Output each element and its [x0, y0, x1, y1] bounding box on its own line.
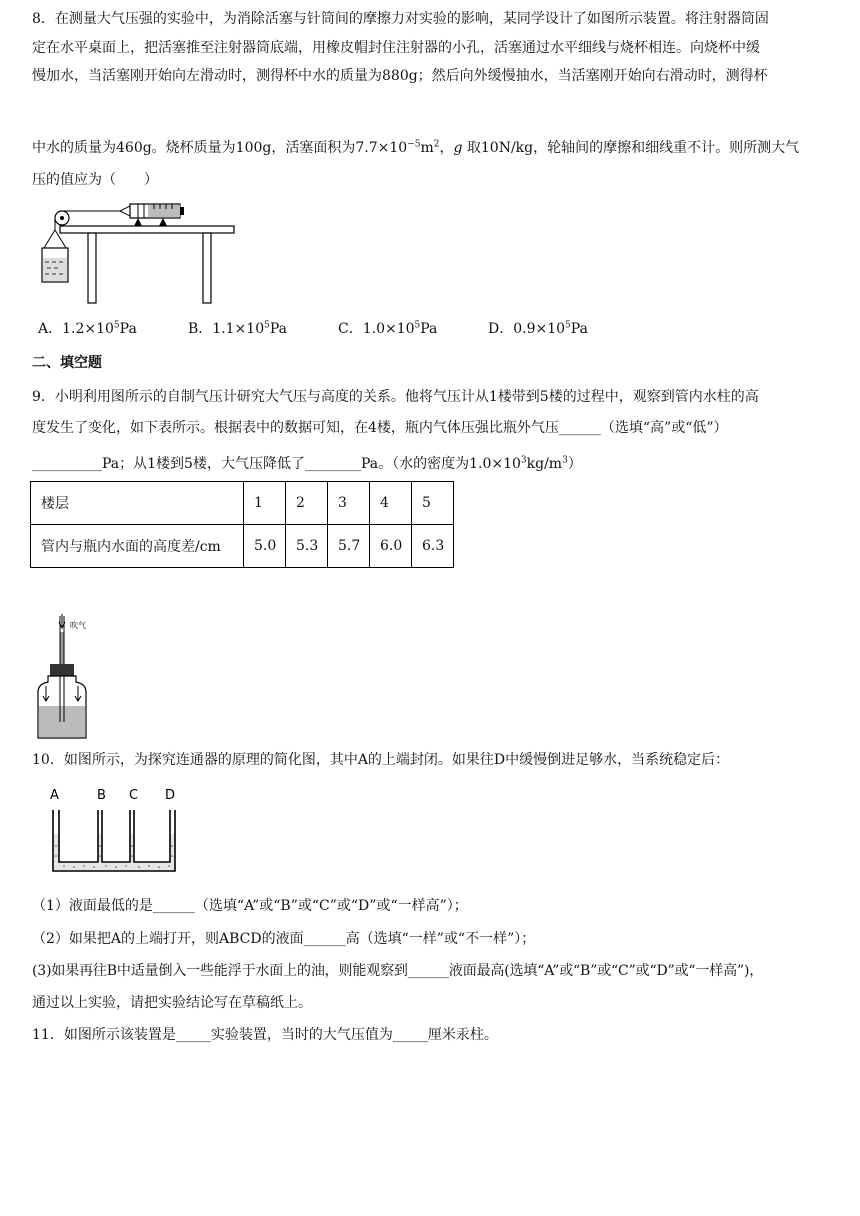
q10-sub-1: （1）液面最低的是______（选填“A”或“B”或“C”或“D”或“一样高”）；: [32, 898, 468, 914]
q8-comma: ，: [439, 140, 454, 156]
q9-data-table: [30, 481, 454, 568]
table-cell-floor-1: 1: [244, 482, 286, 525]
table-cell-height-3: 5.7: [328, 525, 370, 568]
q10-line-1: 10．如图所示，为探究连通器的原理的简化图，其中A的上端封闭。如果往D中缓慢倒进足够水，当系统稳定后：: [32, 752, 730, 768]
q9-line-2: 度发生了变化，如下表所示。根据表中的数据可知，在4楼，瓶内气体压强比瓶外气压______（选填“高”或“低”）: [32, 420, 728, 436]
table-row: [31, 482, 454, 525]
table-cell-floor-3: 3: [328, 482, 370, 525]
q9-line-3: [32, 454, 582, 474]
q8-option-d[interactable]: [488, 318, 588, 338]
q9-density-unit-exp: 3: [562, 455, 568, 466]
q8-option-c-exp: 5: [414, 320, 421, 331]
q8-option-a-unit: Pa: [119, 321, 137, 337]
q8-option-b[interactable]: [188, 318, 287, 338]
q8-line-4-text-d: 取10N/kg，轮轴间的摩擦和细线重不计。则所测大气: [462, 140, 800, 156]
q10-tube-label-b: B: [97, 788, 106, 803]
table-cell-floor-5: 5: [412, 482, 454, 525]
q8-area-unit-exponent: 2: [433, 139, 440, 150]
q8-line-3: 慢加水，当活塞刚开始向左滑动时，测得杯中水的质量为880g；然后向外缓慢抽水，当活塞刚开始向右滑动时，测得杯: [32, 68, 768, 84]
q8-option-a[interactable]: [38, 318, 137, 338]
q10-connected-vessels-figure: [44, 786, 194, 878]
q11-line-1: 11．如图所示该装置是_____实验装置，当时的大气压值为_____厘米汞柱。: [32, 1027, 498, 1043]
table-cell-height-5: 6.3: [412, 525, 454, 568]
table-cell-height-1: 5.0: [244, 525, 286, 568]
q8-line-2: 定在水平桌面上，把活塞推至注射器筒底端，用橡皮帽封住注射器的小孔，活塞通过水平细线与烧杯相连。向烧杯中缓: [32, 40, 760, 56]
q10-tube-label-a: A: [50, 788, 59, 803]
q8-option-c-unit: Pa: [420, 321, 438, 337]
q8-g-symbol: g: [453, 140, 463, 156]
q9-line-3-text-a: __________Pa；从1楼到5楼，大气压降低了________Pa。（水的密度为1.0×10: [32, 456, 521, 472]
table-cell-floor-4: 4: [370, 482, 412, 525]
q8-option-b-text: B．1.1×10: [188, 321, 265, 337]
q8-option-b-unit: Pa: [269, 321, 287, 337]
q8-option-d-text: D．0.9×10: [488, 321, 566, 337]
q8-option-b-exp: 5: [264, 320, 270, 331]
table-cell-height-label: 管内与瓶内水面的高度差/cm: [31, 525, 244, 568]
q8-apparatus-figure: [38, 196, 238, 308]
q9-density-unit: kg/m: [526, 456, 563, 472]
q8-option-d-exp: 5: [565, 320, 571, 331]
q9-line-3-end: ）: [567, 456, 582, 472]
q10-sub-2: （2）如果把A的上端打开，则ABCD的液面______高（选填“一样”或“不一样”）；: [32, 931, 536, 947]
table-cell-floor-label: 楼层: [31, 482, 244, 525]
q8-line-4-text-a: 中水的质量为460g。烧杯质量为100g，活塞面积为7.7×10: [32, 140, 408, 156]
q8-line-5: 压的值应为（ ）: [32, 172, 158, 188]
q8-option-d-unit: Pa: [570, 321, 588, 337]
q8-area-unit: m: [420, 140, 434, 156]
q10-sub-3-cont: 通过以上实验，请把实验结论写在草稿纸上。: [32, 995, 312, 1011]
q10-tube-label-c: C: [129, 788, 139, 803]
q10-tube-label-d: D: [165, 788, 176, 803]
q8-option-c-text: C．1.0×10: [338, 321, 415, 337]
q8-area-exponent: −5: [407, 139, 421, 150]
q8-option-a-text: A．1.2×10: [38, 321, 114, 337]
table-cell-height-4: 6.0: [370, 525, 412, 568]
table-cell-floor-2: 2: [286, 482, 328, 525]
q8-line-1: 8．在测量大气压强的实验中，为消除活塞与针筒间的摩擦力对实验的影响，某同学设计了如图所示装置。将注射器筒固: [32, 11, 769, 27]
q9-density-exp: 3: [520, 455, 527, 466]
section-heading-fill-blank: 二、填空题: [32, 355, 102, 371]
q10-sub-3: (3)如果再往B中适量倒入一些能浮于水面上的油，则能观察到______液面最高(选填“A”或“B”或“C”或“D”或“一样高”)，: [32, 963, 764, 979]
q8-option-a-exp: 5: [113, 320, 120, 331]
q8-line-4: [32, 138, 799, 158]
q9-line-1: 9．小明利用图所示的自制气压计研究大气压与高度的关系。他将气压计从1楼带到5楼的过程中，观察到管内水柱的高: [32, 389, 759, 405]
table-cell-height-2: 5.3: [286, 525, 328, 568]
q9-blow-label: 吹气: [70, 621, 86, 630]
q8-option-c[interactable]: [338, 318, 437, 338]
table-row: [31, 525, 454, 568]
q9-barometer-figure: [34, 612, 124, 740]
